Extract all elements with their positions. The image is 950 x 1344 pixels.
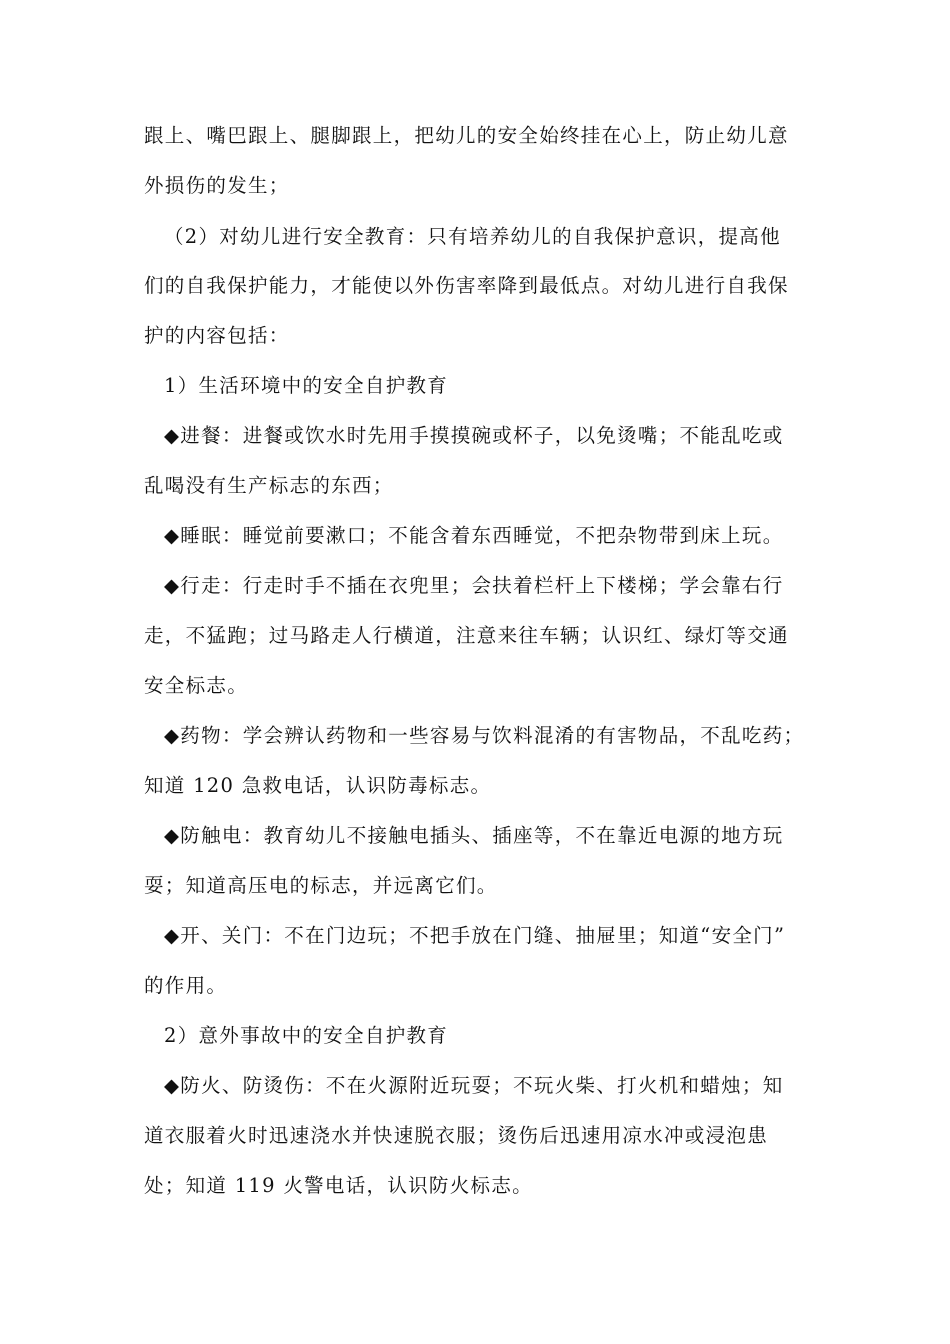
- paragraph-line: （2）对幼儿进行安全教育：只有培养幼儿的自我保护意识，提高他: [164, 225, 781, 248]
- text-line: 们的自我保护能力，才能使以外伤害率降到最低点。对幼儿进行自我保: [144, 274, 789, 297]
- bullet-item: ◆防火、防烫伤：不在火源附近玩耍；不玩火柴、打火机和蜡烛；知: [164, 1074, 784, 1097]
- bullet-item: ◆开、关门：不在门边玩；不把手放在门缝、抽屉里；知道“安全门”: [164, 924, 786, 947]
- text-line: 道衣服着火时迅速浇水并快速脱衣服；烫伤后迅速用凉水冲或浸泡患: [144, 1124, 769, 1147]
- text-line: 护的内容包括：: [144, 324, 290, 347]
- bullet-item: ◆行走：行走时手不插在衣兜里；会扶着栏杆上下楼梯；学会靠右行: [164, 574, 784, 597]
- text-line: 走，不猛跑；过马路走人行横道，注意来往车辆；认识红、绿灯等交通: [144, 624, 789, 647]
- text-line: 安全标志。: [144, 674, 249, 697]
- text-line: 处；知道 119 火警电话，认识防火标志。: [144, 1174, 533, 1197]
- text-line: 知道 120 急救电话，认识防毒标志。: [144, 774, 492, 797]
- text-line: 跟上、嘴巴跟上、腿脚跟上，把幼儿的安全始终挂在心上，防止幼儿意: [144, 124, 789, 147]
- bullet-item: ◆睡眠：睡觉前要漱口；不能含着东西睡觉，不把杂物带到床上玩。: [164, 524, 784, 547]
- text-line: 的作用。: [144, 974, 228, 997]
- text-line: 乱喝没有生产标志的东西；: [144, 474, 394, 497]
- bullet-item: ◆药物：学会辨认药物和一些容易与饮料混淆的有害物品，不乱吃药；: [164, 724, 805, 747]
- text-line: 外损伤的发生；: [144, 174, 290, 197]
- bullet-item: ◆进餐：进餐或饮水时先用手摸摸碗或杯子，以免烫嘴；不能乱吃或: [164, 424, 784, 447]
- section-heading: 2）意外事故中的安全自护教育: [164, 1024, 449, 1047]
- text-line: 耍；知道高压电的标志，并远离它们。: [144, 874, 498, 897]
- bullet-item: ◆防触电：教育幼儿不接触电插头、插座等，不在靠近电源的地方玩: [164, 824, 784, 847]
- section-heading: 1）生活环境中的安全自护教育: [164, 374, 449, 397]
